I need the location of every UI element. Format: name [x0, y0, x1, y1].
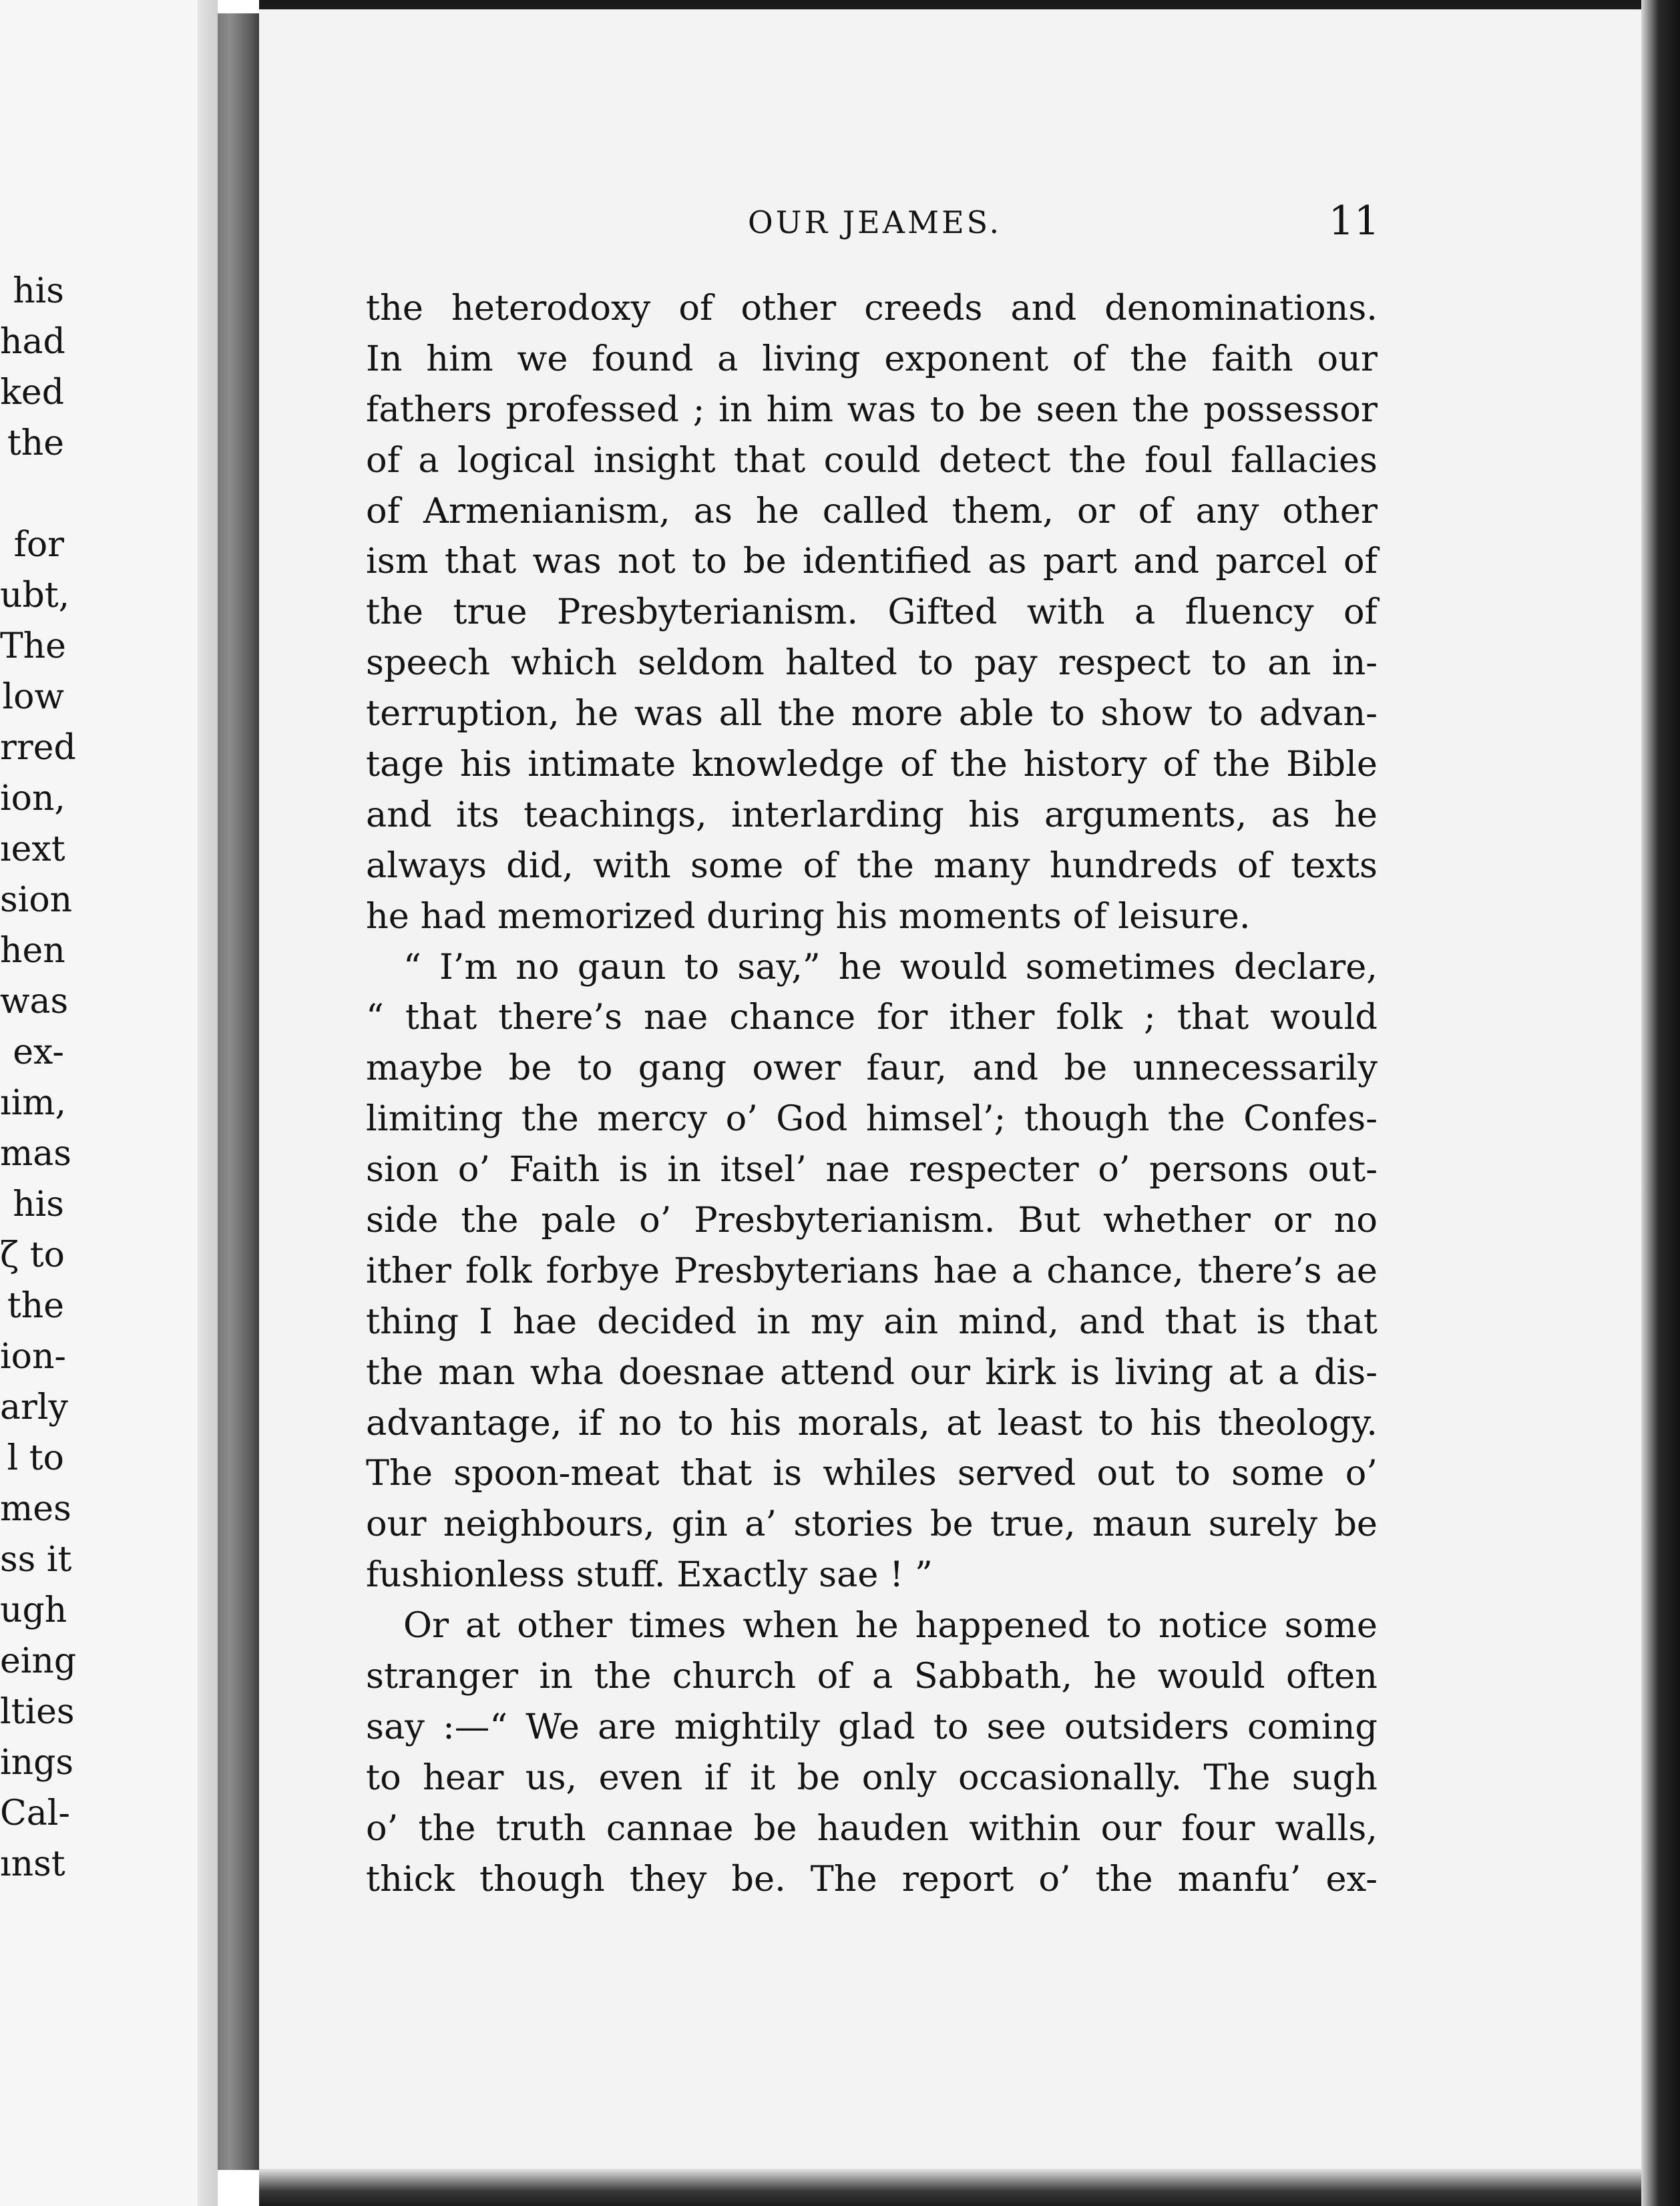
text-line: thing I hae decided in my ain mind, and that is that — [366, 1301, 1378, 1342]
left-fragment: ings — [0, 1743, 74, 1783]
gutter-shadow — [198, 0, 218, 2206]
left-fragment: ion, — [0, 779, 65, 819]
left-fragment: eing — [0, 1641, 77, 1681]
left-fragment: mes — [0, 1489, 71, 1529]
left-fragment: ss it — [0, 1540, 72, 1580]
left-fragment: mas — [0, 1134, 71, 1174]
text-line: say :—“ We are mightily glad to see outsiders coming — [366, 1706, 1378, 1747]
text-line: the man wha doesnae attend our kirk is living at a dis- — [366, 1351, 1378, 1393]
text-line: stranger in the church of a Sabbath, he would often — [366, 1656, 1378, 1697]
left-fragment: hen — [0, 931, 65, 971]
left-fragment: arly — [0, 1387, 68, 1427]
left-fragment: ınst — [0, 1844, 65, 1884]
text-line: ism that was not to be identified as part and parcel of — [366, 541, 1378, 582]
left-fragment: ubt, — [0, 576, 70, 616]
left-fragment: ıext — [0, 829, 65, 869]
text-line: thick though they be. The report o’ the manfu’ ex- — [366, 1858, 1378, 1900]
text-line: the true Presbyterianism. Gifted with a fluency of — [366, 592, 1378, 633]
text-line: speech which seldom halted to pay respect to an in- — [366, 642, 1378, 684]
left-fragment: the — [7, 423, 64, 463]
text-line: “ that there’s nae chance for ither folk ; that would — [366, 997, 1378, 1038]
left-fragment: ion- — [0, 1337, 66, 1377]
text-line: Or at other times when he happened to notice some — [403, 1605, 1378, 1646]
top-page-edge — [259, 0, 1641, 9]
running-head: OUR JEAMES. — [748, 204, 1002, 240]
left-fragment: ex- — [13, 1032, 64, 1072]
left-fragment: lties — [0, 1692, 75, 1732]
text-line: advantage, if no to his morals, at least to his theology. — [366, 1402, 1378, 1444]
text-line: the heterodoxy of other creeds and denominations. — [366, 288, 1378, 328]
bottom-page-edge — [259, 2169, 1641, 2206]
left-fragment: ked — [0, 373, 64, 413]
text-line: always did, with some of the many hundreds of texts — [366, 845, 1378, 886]
text-line: our neighbours, gin a’ stories be true, maun surely be — [366, 1504, 1378, 1545]
text-line: fushionless stuff. Exactly sae ! ” — [366, 1554, 933, 1596]
left-fragment: his — [13, 1184, 64, 1225]
left-fragment: l to — [7, 1438, 64, 1478]
left-fragment: ζ to — [0, 1235, 65, 1275]
right-page-edge — [1641, 0, 1680, 2206]
text-line: o’ the truth cannae be hauden within our four walls, — [366, 1807, 1378, 1849]
left-fragment: The — [0, 626, 66, 666]
text-line: and its teachings, interlarding his arguments, as he — [366, 794, 1378, 835]
text-line: tage his intimate knowledge of the history of the Bible — [366, 744, 1378, 785]
left-fragment: Cal- — [0, 1793, 70, 1833]
left-fragment: his — [13, 271, 64, 311]
text-line: ither folk forbye Presbyterians hae a chance, there’s ae — [366, 1250, 1378, 1291]
left-fragment: low — [2, 677, 64, 717]
left-fragment: ıim, — [0, 1083, 67, 1123]
left-fragment: ugh — [0, 1590, 67, 1630]
text-line: “ I’m no gaun to say,” he would sometimes declare, — [403, 946, 1378, 987]
text-line: sion o’ Faith is in itsel’ nae respecter o’ persons out- — [366, 1149, 1378, 1190]
text-line: to hear us, even if it be only occasionally. The sugh — [366, 1757, 1378, 1798]
left-fragment: sion — [0, 880, 73, 920]
left-fragment: the — [7, 1286, 64, 1326]
left-page-fragments — [0, 266, 77, 1890]
text-line: of Armenianism, as he called them, or of any other — [366, 490, 1378, 531]
body-text — [366, 283, 1378, 1905]
text-line: he had memorized during his moments of leisure. — [366, 895, 1251, 937]
text-line: fathers professed ; in him was to be seen the possessor — [366, 389, 1378, 430]
left-fragment: was — [0, 981, 69, 1022]
text-line: limiting the mercy o’ God himsel’; though the Confes- — [366, 1098, 1378, 1140]
page-header — [714, 198, 1380, 251]
page-number: 11 — [1328, 198, 1380, 244]
text-line: maybe be to gang ower faur, and be unnecessarily — [366, 1048, 1378, 1089]
left-fragment: rred — [0, 728, 76, 768]
left-fragment: had — [0, 322, 65, 362]
text-line: side the pale o’ Presbyterianism. But whether or no — [366, 1200, 1378, 1241]
text-line: In him we found a living exponent of the faith our — [366, 338, 1378, 379]
book-gutter — [218, 13, 259, 2170]
left-fragment: for — [13, 525, 64, 565]
text-line: of a logical insight that could detect the foul fallacies — [366, 439, 1378, 481]
left-fragment — [0, 469, 64, 519]
text-line: terruption, he was all the more able to show to advan- — [366, 693, 1378, 734]
text-line: The spoon-meat that is whiles served out to some o’ — [366, 1453, 1378, 1494]
